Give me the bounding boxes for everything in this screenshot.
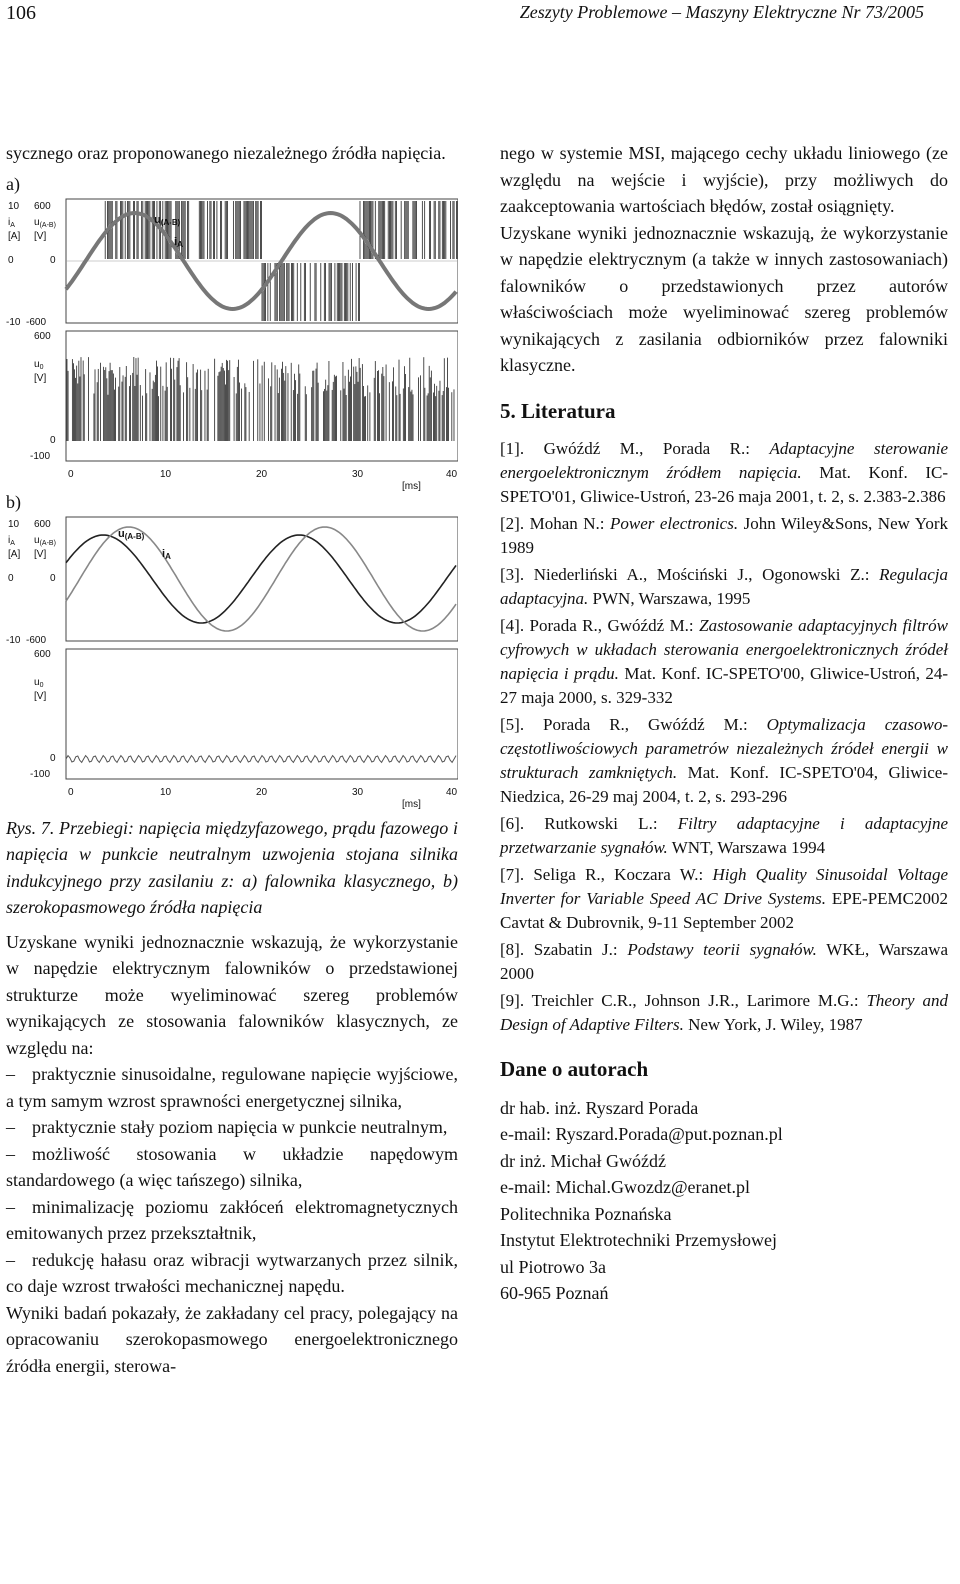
fig-a-x-unit: [ms] bbox=[402, 480, 421, 492]
fig-b-bottom-frame bbox=[66, 649, 458, 779]
fig-a-u-unit: [V] bbox=[34, 230, 47, 242]
fig-a-x-tick-20: 20 bbox=[256, 468, 268, 480]
fig-b-u-label: $u_{(A-B)}$ bbox=[34, 534, 56, 547]
author-email: e-mail: Michal.Gwozdz@eranet.pl bbox=[500, 1177, 750, 1197]
authors-heading: Dane o autorach bbox=[500, 1056, 649, 1081]
fig-a-tick-u-zero: 0 bbox=[50, 254, 56, 266]
reference-item: [5]. Porada R., Gwóźdź M.: Optymalizacja czasowo-częstotliwościowych parametrów niezależnych źródeł energii w strukturach zamkniętych. Mat. Konf. IC-SPETO'04, Gliwice-Niedzica, 26-29 maj 2004, t. 2, s. 293-296 bbox=[500, 714, 949, 806]
author-details bbox=[500, 1095, 948, 1307]
page-header bbox=[0, 0, 960, 40]
affiliation-line: Instytut Elektrotechniki Przemysłowej bbox=[500, 1230, 777, 1250]
address-line: 60-965 Poznań bbox=[500, 1283, 609, 1303]
fig-b-i-label: $i_A$ bbox=[8, 534, 15, 547]
fig-b-tick-u-top: 600 bbox=[34, 518, 51, 530]
fig-a-tick-u0-zero: 0 bbox=[50, 434, 56, 446]
author-line: dr hab. inż. Ryszard Porada bbox=[500, 1097, 699, 1118]
reference-item: [1]. Gwóźdź M., Porada R.: Adaptacyjne sterowanie energoelektronicznym źródłem napięcia. Mat. Konf. IC-SPETO'01, Gliwice-Ustroń, 23-26 maja 2001, t. 2, s. 2.383-2.386 bbox=[500, 438, 949, 506]
fig-b-tick-i-zero: 0 bbox=[8, 572, 14, 584]
fig-a-tick-u0-bottom: -100 bbox=[30, 450, 51, 462]
fig-b-trace-label-i: iA bbox=[162, 547, 171, 561]
results-paragraph: Uzyskane wyniki jednoznacznie wskazują, że wykorzystanie w napędzie elektrycznym falowników o przedstawionej strukturze może wyeliminować szereg problemów wynikających ze stosowania falowników klasycznych, ze względu na: bbox=[6, 931, 458, 1058]
fig-b-trace-label-u: u(A-B) bbox=[118, 527, 145, 541]
reference-list bbox=[500, 437, 948, 1037]
fig-b-neutral-voltage-trace bbox=[66, 755, 456, 762]
fig-b-tick-u-zero: 0 bbox=[50, 572, 56, 584]
fig-a-trace-label-i: iA bbox=[174, 235, 183, 249]
page-number: 106 bbox=[6, 2, 36, 24]
fig-b-x-tick-0: 0 bbox=[68, 786, 74, 798]
fig-b-tick-u0-top: 600 bbox=[34, 648, 51, 660]
summary-paragraph: Uzyskane wyniki jednoznacznie wskazują, że wykorzystanie w napędzie elektrycznym (a także w innych zastosowaniach) falowników o przedstawionych przez autorów właściwościach może wyeliminować szereg problemów wynikających z zasilania odbiorników przez falowniki klasyczne. bbox=[500, 222, 948, 375]
affiliation-line: Politechnika Poznańska bbox=[500, 1203, 672, 1224]
fig-b-tick-u0-zero: 0 bbox=[50, 752, 56, 764]
journal-title: Zeszyty Problemowe – Maszyny Elektryczne Nr 73/2005 bbox=[519, 2, 924, 22]
conclusion-paragraph: Wyniki badań pokazały, że zakładany cel pracy, polegający na opracowaniu szerokopasmowego energoelektronicznego źródła energii, sterowa- bbox=[6, 1302, 458, 1376]
fig-a-u0-unit: [V] bbox=[34, 372, 47, 384]
figure-b bbox=[6, 515, 458, 815]
right-column bbox=[500, 140, 948, 1307]
figure-b-plot bbox=[6, 515, 458, 815]
figure-caption: Rys. 7. Przebiegi: napięcia międzyfazowego, prądu fazowego i napięcia w punkcie neutralnym uzwojenia stojana silnika indukcyjnego przy zasilaniu z: a) falownika klasycznego, b) szerokopasmowego źródła napięcia bbox=[6, 817, 458, 917]
fig-b-voltage-trace bbox=[66, 535, 456, 623]
fig-b-tick-u-bottom: -600 bbox=[26, 634, 47, 646]
fig-a-i-label: $i_A$ bbox=[8, 216, 15, 229]
address-line: ul Piotrowo 3a bbox=[500, 1256, 606, 1277]
fig-b-x-tick-10: 10 bbox=[160, 786, 172, 798]
fig-b-x-tick-40: 40 bbox=[446, 786, 458, 798]
figure-b-label: b) bbox=[6, 491, 21, 512]
fig-b-i-unit: [A] bbox=[8, 548, 21, 560]
fig-a-trace-label-u: u(A-B) bbox=[154, 213, 181, 227]
fig-a-u-label: $u_{(A-B)}$ bbox=[34, 216, 56, 229]
fig-b-tick-u0-bottom: -100 bbox=[30, 768, 51, 780]
reference-item: [4]. Porada R., Gwóźdź M.: Zastosowanie adaptacyjnych filtrów cyfrowych w układach sterowania energoelektronicznych źródeł napięcia i prądu. Mat. Konf. IC-SPETO'00, Gliwice-Ustroń, 24-27 maja 2000, s. 329-332 bbox=[500, 615, 949, 707]
figure-a-label: a) bbox=[6, 173, 20, 194]
continued-paragraph: nego w systemie MSI, mającego cechy układu liniowego (ze względu na wejście i wyjście), przy możliwych do zaakceptowania wartościach błędów, został osiągnięty. bbox=[500, 143, 948, 216]
fig-a-tick-i-bottom: -10 bbox=[6, 316, 21, 328]
fig-b-u0-unit: [V] bbox=[34, 690, 47, 702]
benefits-list bbox=[6, 1061, 458, 1300]
fig-a-tick-u-top: 600 bbox=[34, 200, 51, 212]
fig-b-tick-i-bottom: -10 bbox=[6, 634, 21, 646]
fig-a-x-tick-30: 30 bbox=[352, 468, 364, 480]
intro-text: sycznego oraz proponowanego niezależnego źródła napięcia. bbox=[6, 143, 446, 163]
list-item: – praktycznie sinusoidalne, regulowane napięcie wyjściowe, a tym samym wzrost sprawności energetycznej silnika, bbox=[6, 1064, 458, 1111]
fig-a-tick-u0-top: 600 bbox=[34, 330, 51, 342]
fig-b-u0-label: $u_0$ bbox=[34, 676, 44, 689]
fig-a-x-tick-0: 0 bbox=[68, 468, 74, 480]
fig-b-current-trace bbox=[66, 527, 456, 631]
list-item: – praktycznie stały poziom napięcia w punkcie neutralnym, bbox=[6, 1117, 448, 1137]
left-column bbox=[6, 140, 458, 1379]
reference-item: [7]. Seliga R., Koczara W.: High Quality Sinusoidal Voltage Inverter for Variable Speed AC Drive Systems. EPE-PEMC2002 Cavtat & Dubrovnik, 9-11 September 2002 bbox=[500, 864, 949, 932]
reference-item: [9]. Treichler C.R., Johnson J.R., Larimore M.G.: Theory and Design of Adaptive Filters. New York, J. Wiley, 1987 bbox=[500, 990, 948, 1034]
fig-b-tick-i-top: 10 bbox=[8, 518, 20, 530]
list-item: – możliwość stosowania w układzie napędowym standardowego (a więc tańszego) silnika, bbox=[6, 1143, 458, 1190]
author-email: e-mail: Ryszard.Porada@put.poznan.pl bbox=[500, 1124, 783, 1144]
literature-heading: 5. Literatura bbox=[500, 398, 616, 423]
figure-a bbox=[6, 197, 458, 497]
reference-item: [8]. Szabatin J.: Podstawy teorii sygnałów. WKŁ, Warszawa 2000 bbox=[500, 939, 949, 983]
fig-b-x-unit: [ms] bbox=[402, 798, 421, 810]
fig-a-neutral-voltage-trace bbox=[67, 357, 454, 441]
fig-a-u0-label: $u_0$ bbox=[34, 358, 44, 371]
fig-a-i-unit: [A] bbox=[8, 230, 21, 242]
figure-a-plot bbox=[6, 197, 458, 497]
fig-b-x-tick-20: 20 bbox=[256, 786, 268, 798]
fig-a-x-tick-40: 40 bbox=[446, 468, 458, 480]
fig-b-u-unit: [V] bbox=[34, 548, 47, 560]
fig-a-tick-i-top: 10 bbox=[8, 200, 20, 212]
reference-item: [6]. Rutkowski L.: Filtry adaptacyjne i adaptacyjne przetwarzanie sygnałów. WNT, Warszawa 1994 bbox=[500, 813, 949, 857]
list-item: – redukcję hałasu oraz wibracji wytwarzanych przez silnik, co daje wzrost trwałości mechanicznej napędu. bbox=[6, 1249, 458, 1296]
reference-item: [2]. Mohan N.: Power electronics. John Wiley&Sons, New York 1989 bbox=[500, 513, 949, 557]
fig-a-x-tick-10: 10 bbox=[160, 468, 172, 480]
author-line: dr inż. Michał Gwóźdź bbox=[500, 1150, 666, 1171]
reference-item: [3]. Niederliński A., Mościński J., Ogonowski Z.: Regulacja adaptacyjna. PWN, Warszawa, 1995 bbox=[500, 564, 949, 608]
fig-a-tick-u-bottom: -600 bbox=[26, 316, 47, 328]
fig-a-tick-i-zero: 0 bbox=[8, 254, 14, 266]
list-item: – minimalizację poziomu zakłóceń elektromagnetycznych emitowanych przez przekształtnik, bbox=[6, 1196, 458, 1243]
fig-b-x-tick-30: 30 bbox=[352, 786, 364, 798]
